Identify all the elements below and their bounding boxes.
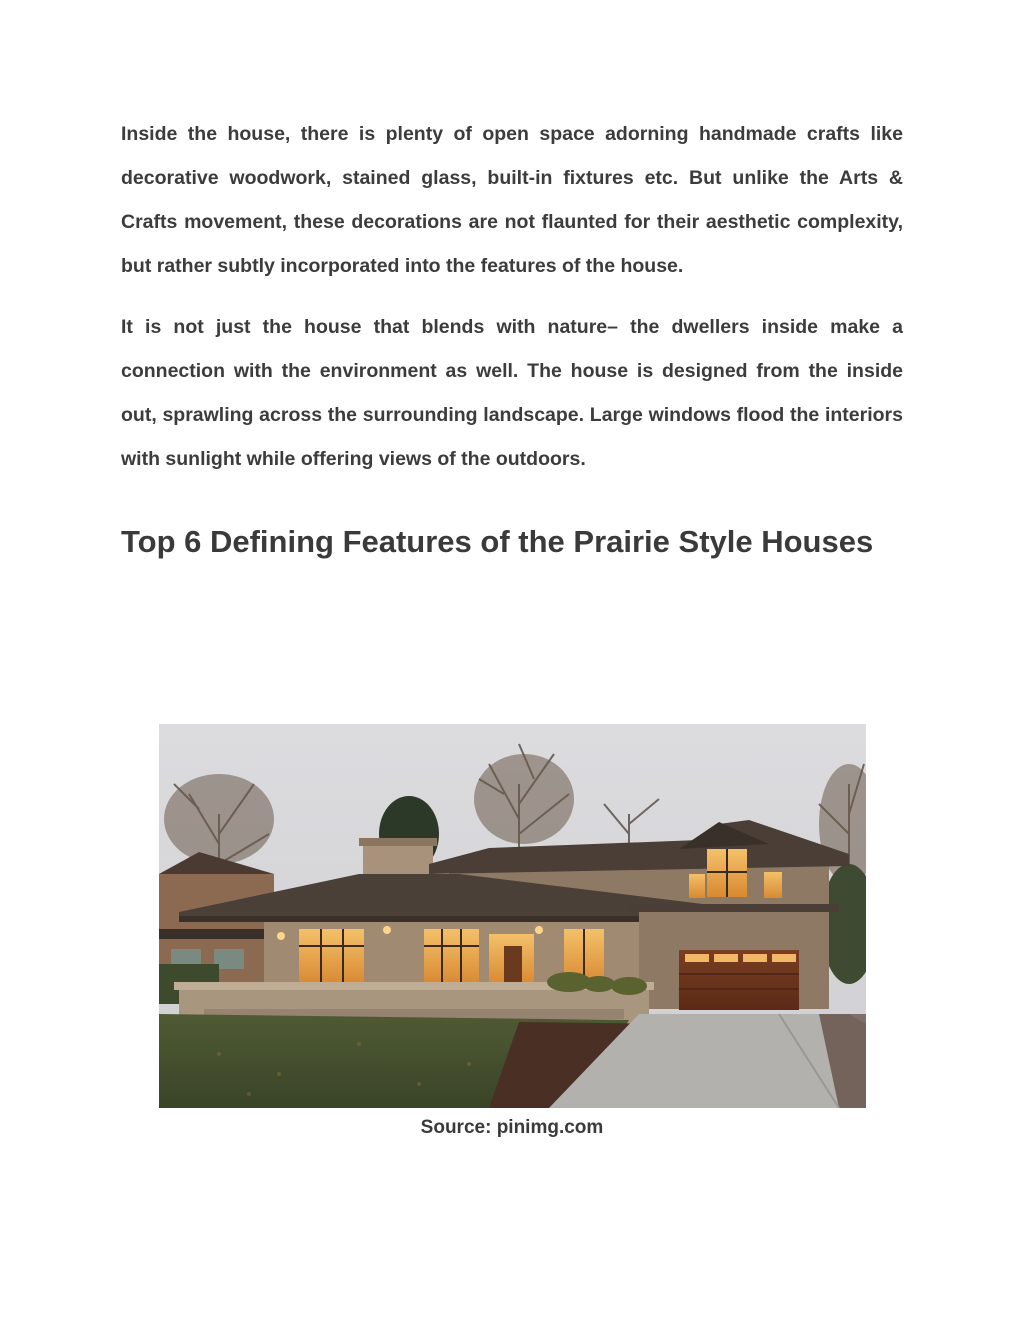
paragraph-interior-crafts: Inside the house, there is plenty of open space adorning handmade crafts like decorative woodwork, stained glass, built-in fixtures etc. But unlike the Arts & Crafts movement, these decorations are not flaunted for their aesthetic complexity, but rather subtly incorporated into the features of the house. <box>121 123 903 277</box>
section-heading: Top 6 Defining Features of the Prairie Style Houses <box>121 524 874 559</box>
image-caption: Source: pinimg.com <box>420 1117 604 1138</box>
article-body <box>121 112 903 563</box>
paragraph-nature-connection: It is not just the house that blends with nature– the dwellers inside make a connection with the environment as well. The house is designed from the inside out, sprawling across the surrounding landscape. Large windows flood the interiors with sunlight while offering views of the outdoors. <box>121 316 903 470</box>
prairie-house-photo <box>159 724 866 1108</box>
